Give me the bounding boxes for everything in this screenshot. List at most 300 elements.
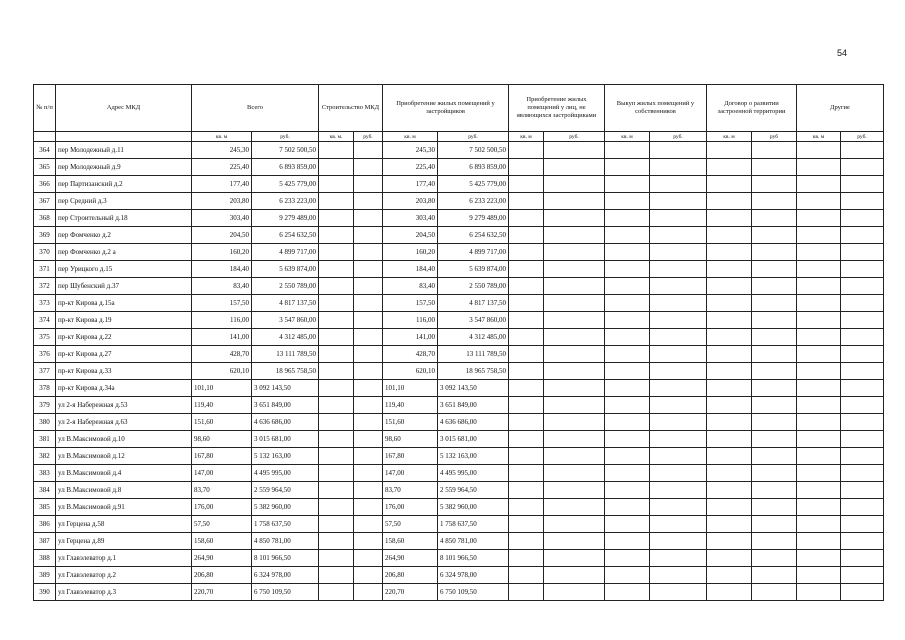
construction-rub xyxy=(354,210,383,227)
empty-cell xyxy=(752,550,797,567)
table-header-row xyxy=(34,85,884,132)
empty-cell xyxy=(544,329,605,346)
empty-cell xyxy=(605,414,650,431)
empty-cell xyxy=(707,278,752,295)
developer-rub: 1 758 637,50 xyxy=(438,516,509,533)
empty-cell xyxy=(707,414,752,431)
total-area: 303,40 xyxy=(192,210,252,227)
empty-cell xyxy=(841,448,884,465)
empty-cell xyxy=(752,397,797,414)
empty-cell xyxy=(797,312,841,329)
construction-area xyxy=(319,244,354,261)
empty-cell xyxy=(544,159,605,176)
empty-cell xyxy=(841,329,884,346)
table-row xyxy=(34,227,884,244)
total-rub: 5 382 960,00 xyxy=(252,499,319,516)
empty-cell xyxy=(797,210,841,227)
row-address: ул Главэлеватор д.2 xyxy=(56,567,192,584)
construction-rub xyxy=(354,176,383,193)
empty-cell xyxy=(650,295,707,312)
empty-cell xyxy=(544,414,605,431)
total-rub: 1 758 637,50 xyxy=(252,516,319,533)
empty-cell xyxy=(841,295,884,312)
construction-rub xyxy=(354,363,383,380)
row-number: 381 xyxy=(34,431,56,448)
construction-area xyxy=(319,363,354,380)
construction-area xyxy=(319,261,354,278)
construction-rub xyxy=(354,227,383,244)
empty-cell xyxy=(509,533,544,550)
empty-cell xyxy=(605,244,650,261)
developer-rub: 6 324 978,00 xyxy=(438,567,509,584)
empty-cell xyxy=(605,465,650,482)
empty-cell xyxy=(544,516,605,533)
empty-cell xyxy=(752,499,797,516)
row-number: 387 xyxy=(34,533,56,550)
row-number: 376 xyxy=(34,346,56,363)
empty-cell xyxy=(544,567,605,584)
developer-rub: 4 312 485,00 xyxy=(438,329,509,346)
empty-cell xyxy=(707,329,752,346)
developer-area: 98,60 xyxy=(383,431,438,448)
empty-cell xyxy=(509,176,544,193)
construction-area xyxy=(319,465,354,482)
table-row xyxy=(34,329,884,346)
empty-cell xyxy=(650,363,707,380)
row-address: пер Строительный д.18 xyxy=(56,210,192,227)
housing-registry-table xyxy=(33,84,884,601)
construction-area xyxy=(319,482,354,499)
developer-area: 157,50 xyxy=(383,295,438,312)
table-row xyxy=(34,278,884,295)
empty-cell xyxy=(707,261,752,278)
total-rub: 4 817 137,50 xyxy=(252,295,319,312)
empty-cell xyxy=(650,159,707,176)
header-other: Другие xyxy=(797,85,884,132)
developer-area: 101,10 xyxy=(383,380,438,397)
total-rub: 8 101 966,50 xyxy=(252,550,319,567)
empty-cell xyxy=(707,482,752,499)
table-row xyxy=(34,482,884,499)
construction-area xyxy=(319,176,354,193)
row-number: 383 xyxy=(34,465,56,482)
empty-cell xyxy=(544,312,605,329)
empty-cell xyxy=(707,159,752,176)
empty-cell xyxy=(752,584,797,601)
empty-cell xyxy=(752,159,797,176)
table-row xyxy=(34,414,884,431)
developer-rub: 5 639 874,00 xyxy=(438,261,509,278)
empty-cell xyxy=(605,533,650,550)
empty-cell xyxy=(752,227,797,244)
row-address: ул Герцена д.89 xyxy=(56,533,192,550)
developer-rub: 9 279 489,00 xyxy=(438,210,509,227)
empty-cell xyxy=(797,533,841,550)
empty-cell xyxy=(509,329,544,346)
developer-rub: 4 899 717,00 xyxy=(438,244,509,261)
row-number: 377 xyxy=(34,363,56,380)
empty-cell xyxy=(841,499,884,516)
empty-cell xyxy=(509,346,544,363)
empty-cell xyxy=(797,193,841,210)
empty-cell xyxy=(650,584,707,601)
total-rub: 5 639 874,00 xyxy=(252,261,319,278)
empty-cell xyxy=(605,567,650,584)
empty-cell xyxy=(752,482,797,499)
row-address: пр-кт Кирова д.19 xyxy=(56,312,192,329)
row-number: 374 xyxy=(34,312,56,329)
developer-area: 303,40 xyxy=(383,210,438,227)
developer-rub: 5 132 163,00 xyxy=(438,448,509,465)
empty-cell xyxy=(650,482,707,499)
construction-area xyxy=(319,295,354,312)
header-num: № п/п xyxy=(34,85,56,132)
empty-cell xyxy=(650,329,707,346)
construction-area xyxy=(319,142,354,159)
empty-cell xyxy=(509,159,544,176)
empty-cell xyxy=(707,176,752,193)
table-row xyxy=(34,244,884,261)
total-rub: 6 750 109,50 xyxy=(252,584,319,601)
empty-cell xyxy=(841,363,884,380)
empty-cell xyxy=(544,142,605,159)
total-area: 184,40 xyxy=(192,261,252,278)
empty-cell xyxy=(544,397,605,414)
total-rub: 3 651 849,00 xyxy=(252,397,319,414)
table-row xyxy=(34,550,884,567)
empty-cell xyxy=(707,567,752,584)
empty-cell xyxy=(841,516,884,533)
empty-cell xyxy=(605,142,650,159)
total-area: 147,00 xyxy=(192,465,252,482)
row-number: 379 xyxy=(34,397,56,414)
developer-rub: 6 254 632,50 xyxy=(438,227,509,244)
empty-cell xyxy=(752,278,797,295)
empty-cell xyxy=(707,397,752,414)
row-address: пр-кт Кирова д.22 xyxy=(56,329,192,346)
empty-cell xyxy=(752,295,797,312)
developer-area: 151,60 xyxy=(383,414,438,431)
developer-area: 203,80 xyxy=(383,193,438,210)
empty-cell xyxy=(509,516,544,533)
empty-cell xyxy=(797,482,841,499)
empty-cell xyxy=(841,210,884,227)
row-address: ул 2-я Набережная д.63 xyxy=(56,414,192,431)
construction-rub xyxy=(354,482,383,499)
developer-rub: 3 092 143,50 xyxy=(438,380,509,397)
row-address: пр-кт Кирова д.34а xyxy=(56,380,192,397)
total-rub: 13 111 789,50 xyxy=(252,346,319,363)
construction-area xyxy=(319,448,354,465)
total-area: 225,40 xyxy=(192,159,252,176)
row-address: пер Фомченко д.2 xyxy=(56,227,192,244)
empty-cell xyxy=(650,142,707,159)
header-construction: Строительство МКД xyxy=(319,85,383,132)
empty-cell xyxy=(544,448,605,465)
row-number: 389 xyxy=(34,567,56,584)
empty-cell xyxy=(707,210,752,227)
empty-cell xyxy=(544,550,605,567)
empty-cell xyxy=(650,227,707,244)
page-number: 54 xyxy=(837,48,848,58)
total-rub: 3 092 143,50 xyxy=(252,380,319,397)
empty-cell xyxy=(841,261,884,278)
developer-rub: 13 111 789,50 xyxy=(438,346,509,363)
empty-cell xyxy=(509,227,544,244)
empty-cell xyxy=(797,431,841,448)
empty-cell xyxy=(544,482,605,499)
total-rub: 3 015 681,00 xyxy=(252,431,319,448)
empty-cell xyxy=(650,567,707,584)
developer-area: 428,70 xyxy=(383,346,438,363)
developer-area: 220,70 xyxy=(383,584,438,601)
construction-rub xyxy=(354,142,383,159)
empty-cell xyxy=(797,448,841,465)
construction-rub xyxy=(354,533,383,550)
empty-cell xyxy=(707,142,752,159)
empty-cell xyxy=(841,278,884,295)
empty-cell xyxy=(605,159,650,176)
empty-cell xyxy=(650,431,707,448)
empty-cell xyxy=(650,533,707,550)
header-total: Всего xyxy=(192,85,319,132)
unit-rub: руб. xyxy=(841,132,884,142)
construction-rub xyxy=(354,431,383,448)
empty-cell xyxy=(544,261,605,278)
empty-cell xyxy=(752,516,797,533)
table-body xyxy=(34,142,884,601)
row-number: 367 xyxy=(34,193,56,210)
developer-area: 245,30 xyxy=(383,142,438,159)
construction-area xyxy=(319,380,354,397)
developer-area: 83,70 xyxy=(383,482,438,499)
row-number: 368 xyxy=(34,210,56,227)
row-number: 382 xyxy=(34,448,56,465)
table-row xyxy=(34,516,884,533)
empty-cell xyxy=(841,193,884,210)
construction-area xyxy=(319,414,354,431)
empty-cell xyxy=(605,584,650,601)
empty-cell xyxy=(707,363,752,380)
empty-cell xyxy=(650,244,707,261)
construction-area xyxy=(319,499,354,516)
total-area: 203,80 xyxy=(192,193,252,210)
construction-area xyxy=(319,397,354,414)
row-number: 369 xyxy=(34,227,56,244)
row-number: 365 xyxy=(34,159,56,176)
empty-cell xyxy=(707,295,752,312)
construction-area xyxy=(319,193,354,210)
empty-cell xyxy=(544,244,605,261)
empty-cell xyxy=(509,312,544,329)
developer-area: 184,40 xyxy=(383,261,438,278)
construction-rub xyxy=(354,499,383,516)
empty-cell xyxy=(605,363,650,380)
construction-area xyxy=(319,159,354,176)
empty-cell xyxy=(752,261,797,278)
empty-cell xyxy=(605,550,650,567)
developer-rub: 3 547 860,00 xyxy=(438,312,509,329)
header-from-non-developers: Приобретение жилых помещений у лиц, не являющихся застройщиками xyxy=(509,85,605,132)
construction-rub xyxy=(354,567,383,584)
developer-rub: 3 651 849,00 xyxy=(438,397,509,414)
table-row xyxy=(34,295,884,312)
total-area: 167,80 xyxy=(192,448,252,465)
total-area: 83,40 xyxy=(192,278,252,295)
empty-cell xyxy=(509,142,544,159)
empty-cell xyxy=(752,176,797,193)
empty-cell xyxy=(841,533,884,550)
construction-rub xyxy=(354,584,383,601)
developer-area: 147,00 xyxy=(383,465,438,482)
row-address: пер Средний д.3 xyxy=(56,193,192,210)
empty-cell xyxy=(707,516,752,533)
unit-area: кв. м xyxy=(509,132,544,142)
empty-cell xyxy=(841,482,884,499)
empty-cell xyxy=(509,482,544,499)
row-address: ул Главэлеватор д.1 xyxy=(56,550,192,567)
table-row xyxy=(34,533,884,550)
empty-cell xyxy=(797,278,841,295)
total-rub: 5 425 779,00 xyxy=(252,176,319,193)
empty-cell xyxy=(797,414,841,431)
empty-cell xyxy=(509,499,544,516)
table-row xyxy=(34,499,884,516)
row-address: пер Молодежный д.11 xyxy=(56,142,192,159)
row-address: ул В.Максимовой д.10 xyxy=(56,431,192,448)
developer-area: 158,60 xyxy=(383,533,438,550)
developer-rub: 2 559 964,50 xyxy=(438,482,509,499)
row-number: 386 xyxy=(34,516,56,533)
total-area: 57,50 xyxy=(192,516,252,533)
developer-rub: 7 502 500,50 xyxy=(438,142,509,159)
table-row xyxy=(34,261,884,278)
developer-area: 204,50 xyxy=(383,227,438,244)
empty-cell xyxy=(797,584,841,601)
table-row xyxy=(34,567,884,584)
total-rub: 6 893 859,00 xyxy=(252,159,319,176)
empty-cell xyxy=(841,312,884,329)
developer-area: 225,40 xyxy=(383,159,438,176)
unit-area: кв. м xyxy=(707,132,752,142)
table-row xyxy=(34,431,884,448)
total-area: 151,60 xyxy=(192,414,252,431)
total-rub: 3 547 860,00 xyxy=(252,312,319,329)
empty-cell xyxy=(707,550,752,567)
header-address: Адрес МКД xyxy=(56,85,192,132)
empty-cell xyxy=(841,142,884,159)
table-row xyxy=(34,584,884,601)
empty-cell xyxy=(841,176,884,193)
empty-cell xyxy=(841,159,884,176)
empty-cell xyxy=(752,465,797,482)
row-number: 372 xyxy=(34,278,56,295)
empty-cell xyxy=(752,244,797,261)
total-rub: 6 233 223,00 xyxy=(252,193,319,210)
developer-area: 206,80 xyxy=(383,567,438,584)
total-rub: 4 899 717,00 xyxy=(252,244,319,261)
empty-cell xyxy=(797,567,841,584)
empty-cell xyxy=(544,278,605,295)
total-rub: 6 254 632,50 xyxy=(252,227,319,244)
table-row xyxy=(34,363,884,380)
empty-cell xyxy=(797,346,841,363)
empty-cell xyxy=(650,261,707,278)
total-rub: 4 850 781,00 xyxy=(252,533,319,550)
empty-cell xyxy=(841,550,884,567)
empty-cell xyxy=(605,210,650,227)
empty-cell xyxy=(605,516,650,533)
construction-area xyxy=(319,329,354,346)
empty-cell xyxy=(841,584,884,601)
empty-cell xyxy=(797,227,841,244)
row-number: 370 xyxy=(34,244,56,261)
construction-rub xyxy=(354,159,383,176)
developer-rub: 6 750 109,50 xyxy=(438,584,509,601)
developer-rub: 3 015 681,00 xyxy=(438,431,509,448)
total-area: 141,00 xyxy=(192,329,252,346)
empty-cell xyxy=(797,397,841,414)
empty-cell xyxy=(650,312,707,329)
developer-rub: 4 850 781,00 xyxy=(438,533,509,550)
empty-cell xyxy=(707,448,752,465)
construction-rub xyxy=(354,550,383,567)
total-rub: 4 312 485,00 xyxy=(252,329,319,346)
empty-cell xyxy=(544,465,605,482)
empty-cell xyxy=(752,193,797,210)
table-row xyxy=(34,448,884,465)
empty-cell xyxy=(752,431,797,448)
total-rub: 5 132 163,00 xyxy=(252,448,319,465)
total-rub: 6 324 978,00 xyxy=(252,567,319,584)
empty-cell xyxy=(544,295,605,312)
header-from-developers: Приобретение жилых помещений у застройщиков xyxy=(383,85,509,132)
empty-cell xyxy=(841,414,884,431)
total-area: 101,10 xyxy=(192,380,252,397)
empty-cell xyxy=(707,244,752,261)
empty-cell xyxy=(797,295,841,312)
total-area: 245,30 xyxy=(192,142,252,159)
empty-cell xyxy=(650,346,707,363)
empty-cell xyxy=(841,465,884,482)
header-territory: Договор о развитии застроенной территории xyxy=(707,85,797,132)
unit-area: кв. м xyxy=(383,132,438,142)
developer-area: 57,50 xyxy=(383,516,438,533)
empty-cell xyxy=(509,363,544,380)
empty-cell xyxy=(544,380,605,397)
empty-cell xyxy=(752,346,797,363)
empty-cell xyxy=(841,346,884,363)
row-address: ул Главэлеватор д.3 xyxy=(56,584,192,601)
developer-rub: 5 382 960,00 xyxy=(438,499,509,516)
construction-rub xyxy=(354,414,383,431)
total-area: 83,70 xyxy=(192,482,252,499)
construction-rub xyxy=(354,397,383,414)
unit-area: кв. м xyxy=(192,132,252,142)
empty-cell xyxy=(605,176,650,193)
construction-area xyxy=(319,533,354,550)
table-row xyxy=(34,193,884,210)
developer-area: 160,20 xyxy=(383,244,438,261)
empty-cell xyxy=(650,550,707,567)
total-area: 119,40 xyxy=(192,397,252,414)
empty-cell xyxy=(797,363,841,380)
total-area: 220,70 xyxy=(192,584,252,601)
empty-cell xyxy=(605,278,650,295)
row-address: пр-кт Кирова д.15а xyxy=(56,295,192,312)
empty-cell xyxy=(752,312,797,329)
row-number: 373 xyxy=(34,295,56,312)
